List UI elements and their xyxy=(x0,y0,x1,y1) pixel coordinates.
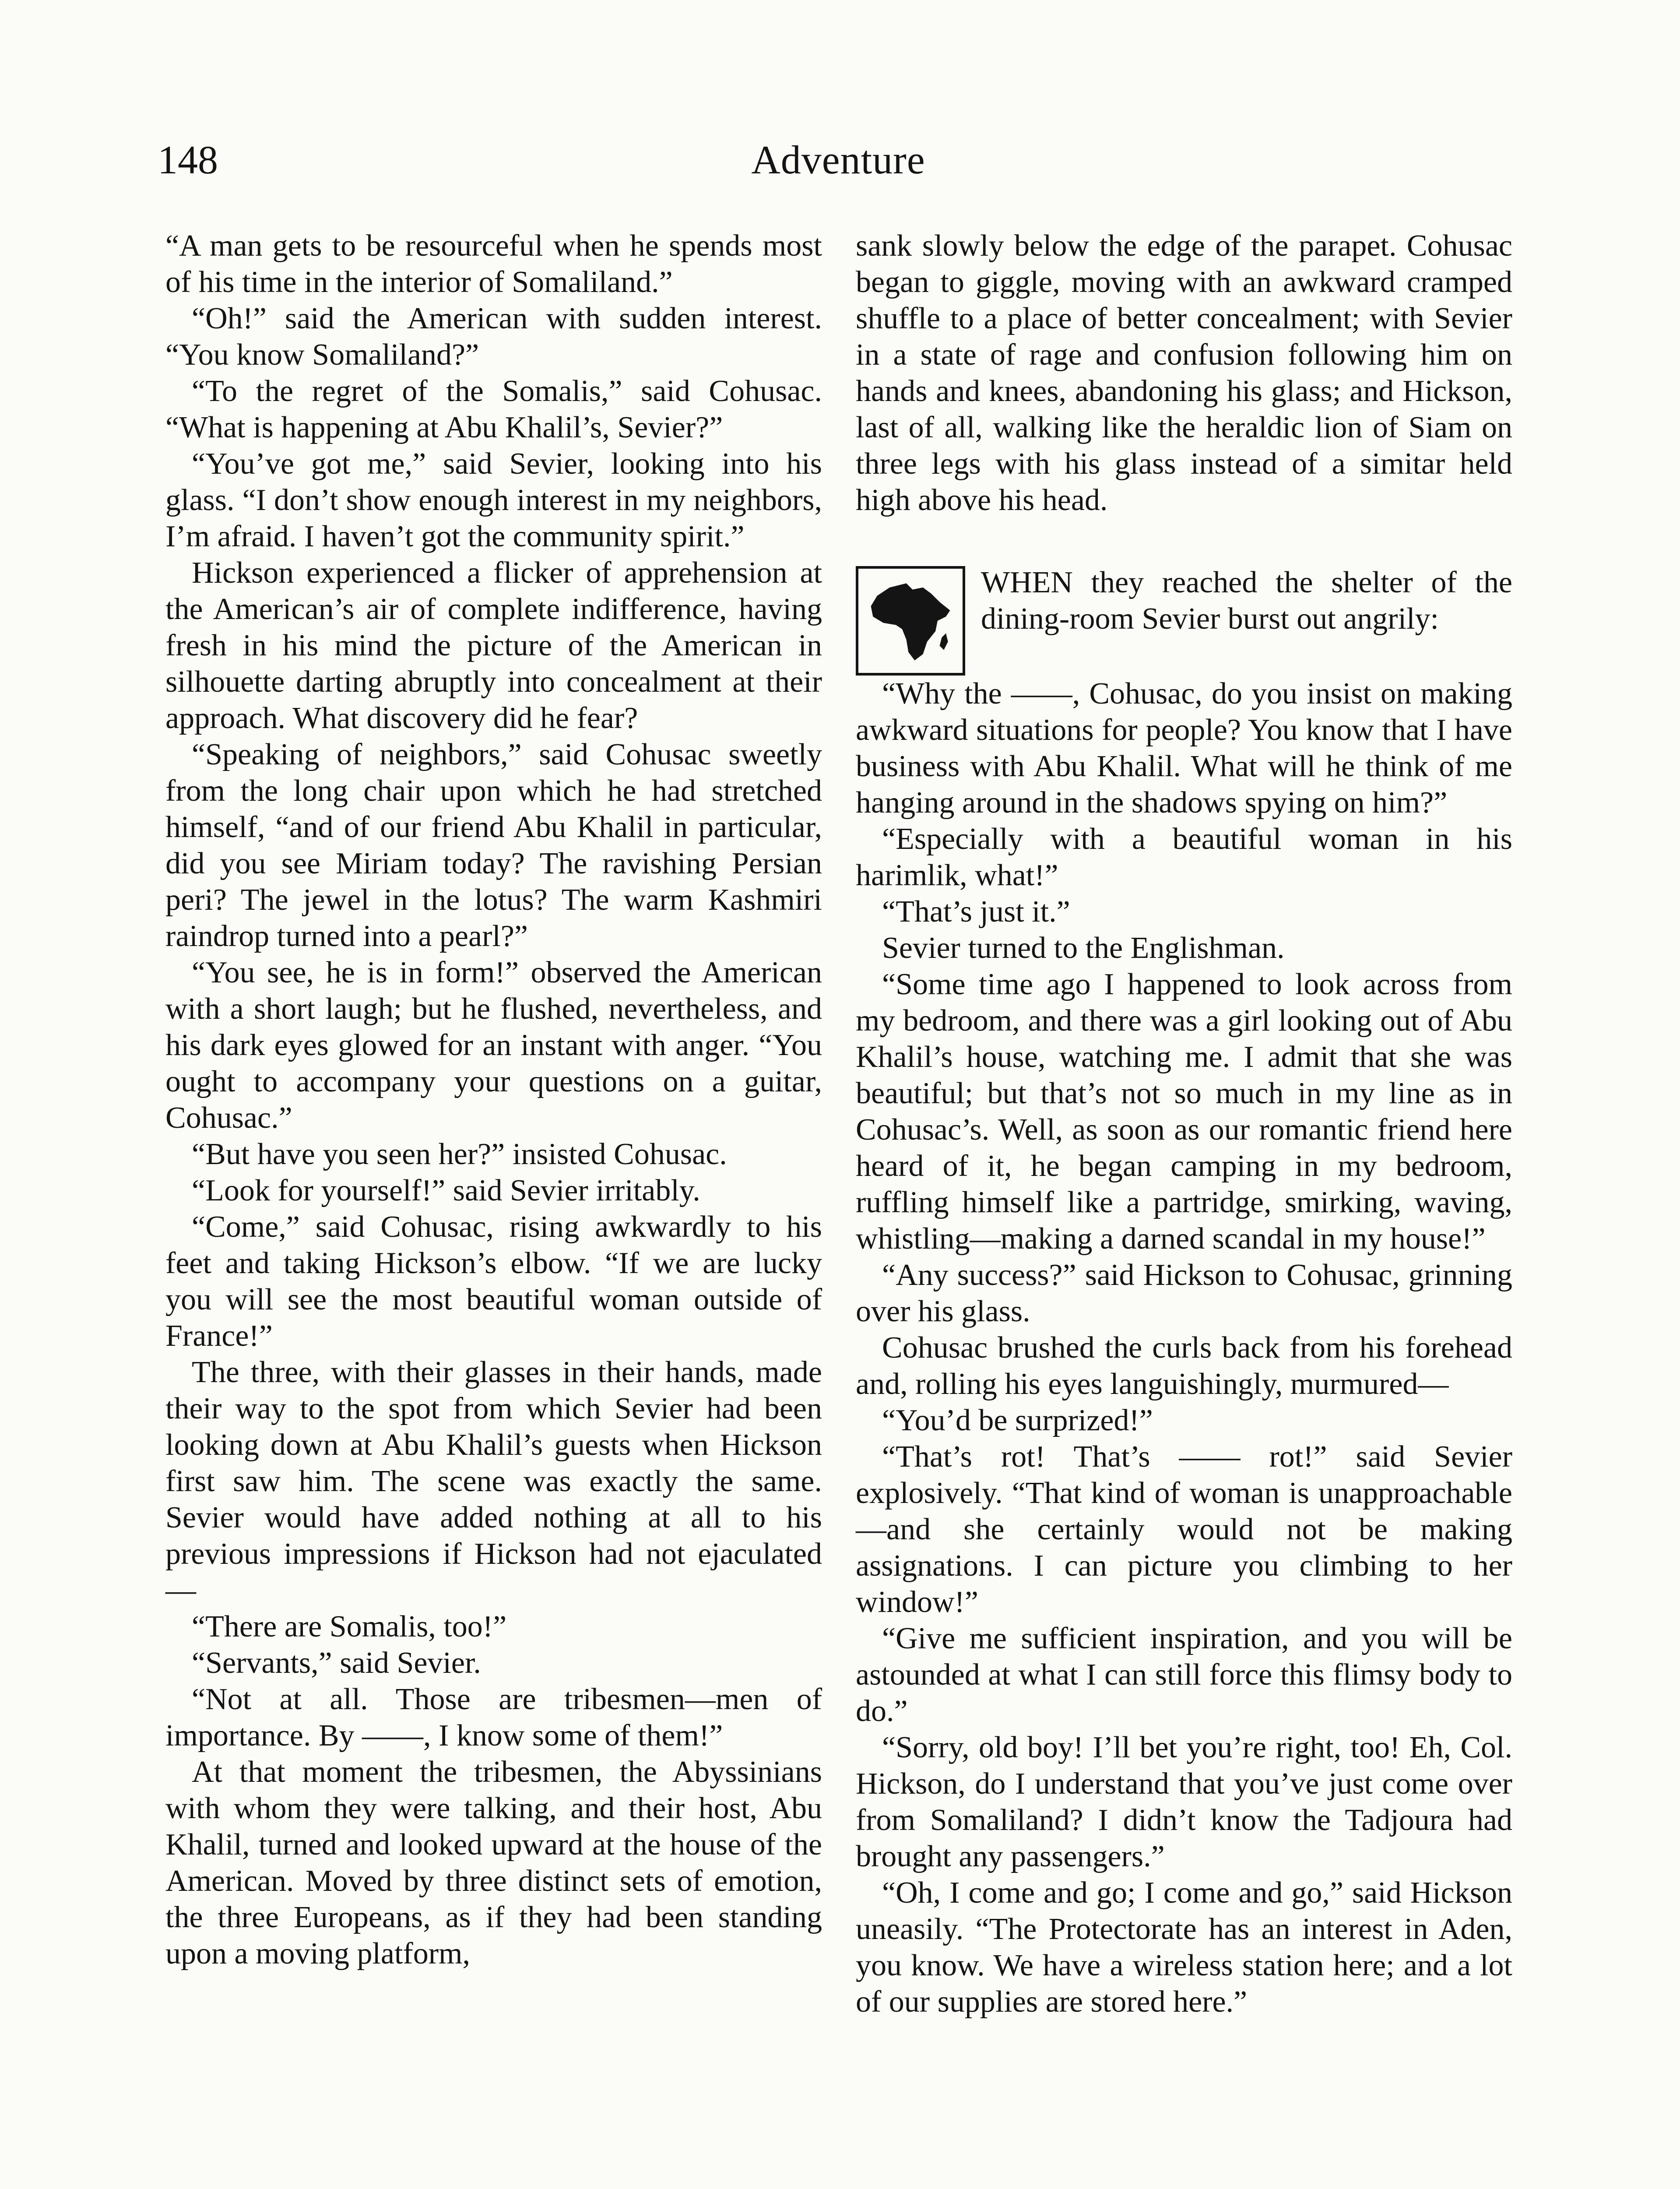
paragraph: “To the regret of the Somalis,” said Cohusac. “What is happening at Abu Khalil’s, Sevier?” xyxy=(165,374,822,444)
left-column xyxy=(165,228,822,1972)
paragraph: “Speaking of neighbors,” said Cohusac sweetly from the long chair upon which he had stretched himself, “and of our friend Abu Khalil in particular, did you see Miriam today? The ravishing Persian peri? The jewel in the lotus? The warm Kashmiri raindrop turned into a pearl?” xyxy=(165,738,822,953)
paragraph: “Why the ——, Cohusac, do you insist on making awkward situations for people? You know that I have business with Abu Khalil. What will he think of me hanging around in the shadows spying on him?” xyxy=(856,677,1512,820)
paragraph: “But have you seen her?” insisted Cohusac. xyxy=(192,1137,727,1171)
paragraph: “That’s rot! That’s —— rot!” said Sevier explosively. “That kind of woman is unapproachable—and she certainly would not be making assignations. I can picture you climbing to her window!” xyxy=(856,1440,1512,1619)
paragraph: “Oh!” said the American with sudden interest. “You know Somaliland?” xyxy=(165,302,822,372)
paragraph: “Any success?” said Hickson to Cohusac, grinning over his glass. xyxy=(856,1258,1512,1328)
paragraph: “Come,” said Cohusac, rising awkwardly to his feet and taking Hickson’s elbow. “If we are lucky you will see the most beautiful woman outside of France!” xyxy=(165,1210,822,1353)
paragraph: “Some time ago I happened to look across from my bedroom, and there was a girl looking out of Abu Khalil’s house, watching me. I admit that she was beautiful; but that’s not so much in my line as in Cohusac’s. Well, as soon as our romantic friend here heard of it, he began camping in my bedroom, ruffling himself like a partridge, smirking, waving, whistling—making a darned scandal in my house!” xyxy=(856,968,1512,1256)
paragraph: “Not at all. Those are tribesmen—men of importance. By ——, I know some of them!” xyxy=(165,1682,822,1753)
paragraph: “Oh, I come and go; I come and go,” said Hickson uneasily. “The Protectorate has an interest in Aden, you know. We have a wireless station here; and a lot of our supplies are stored here.” xyxy=(856,1876,1512,2019)
section-lead: WHEN they reached the shelter of the dining-room Sevier burst out angrily: xyxy=(981,566,1512,636)
paragraph: “You’ve got me,” said Sevier, looking into his glass. “I don’t show enough interest in my neighbors, I’m afraid. I haven’t got the community spirit.” xyxy=(165,447,822,553)
paragraph: sank slowly below the edge of the parapet. Cohusac began to giggle, moving with an awkward cramped shuffle to a place of better concealment; with Sevier in a state of rage and confusion following him on hands and knees, abandoning his glass; and Hickson, last of all, walking like the heraldic lion of Siam on three legs with his glass instead of a simitar held high above his head. xyxy=(856,229,1512,517)
paragraph: Sevier turned to the Englishman. xyxy=(882,931,1285,965)
section-break xyxy=(856,518,1512,564)
paragraph: Cohusac brushed the curls back from his forehead and, rolling his eyes languishingly, murmured— xyxy=(856,1331,1512,1401)
paragraph: “There are Somalis, too!” xyxy=(192,1610,507,1644)
page-header xyxy=(158,131,1519,197)
africa-map-icon xyxy=(856,566,965,676)
page-number: 148 xyxy=(158,137,218,182)
paragraph: “A man gets to be resourceful when he spends most of his time in the interior of Somaliland.” xyxy=(165,229,822,299)
paragraph: “Sorry, old boy! I’ll bet you’re right, too! Eh, Col. Hickson, do I understand that you’ve just come over from Somaliland? I didn’t know the Tadjoura had brought any passengers.” xyxy=(856,1731,1512,1873)
paragraph: “Servants,” said Sevier. xyxy=(192,1646,481,1680)
paragraph: “Give me sufficient inspiration, and you will be astounded at what I can still force this flimsy body to do.” xyxy=(856,1622,1512,1728)
paragraph: “You’d be surprized!” xyxy=(882,1404,1153,1437)
paragraph: Hickson experienced a flicker of apprehension at the American’s air of complete indifference, having fresh in his mind the picture of the American in silhouette darting abruptly into concealment at their approach. What discovery did he fear? xyxy=(165,556,822,735)
paragraph: “That’s just it.” xyxy=(882,895,1070,929)
paragraph: The three, with their glasses in their hands, made their way to the spot from which Sevier had been looking down at Abu Khalil’s guests when Hickson first saw him. The scene was exactly the same. Sevier would have added nothing at all to his previous impressions if Hickson had not ejaculated— xyxy=(165,1355,822,1607)
right-column xyxy=(856,228,1512,2020)
paragraph: “Especially with a beautiful woman in his harimlik, what!” xyxy=(856,822,1512,892)
section-opening xyxy=(856,564,1512,676)
running-title: Adventure xyxy=(751,137,925,182)
paragraph: “Look for yourself!” said Sevier irritably. xyxy=(192,1174,700,1207)
paragraph: At that moment the tribesmen, the Abyssinians with whom they were talking, and their host, Abu Khalil, turned and looked upward at the house of the American. Moved by three distinct sets of emotion, the three Europeans, as if they had been standing upon a moving platform, xyxy=(165,1755,822,1971)
paragraph: “You see, he is in form!” observed the American with a short laugh; but he flushed, nevertheless, and his dark eyes glowed for an instant with anger. “You ought to accompany your questions on a guitar, Cohusac.” xyxy=(165,956,822,1135)
